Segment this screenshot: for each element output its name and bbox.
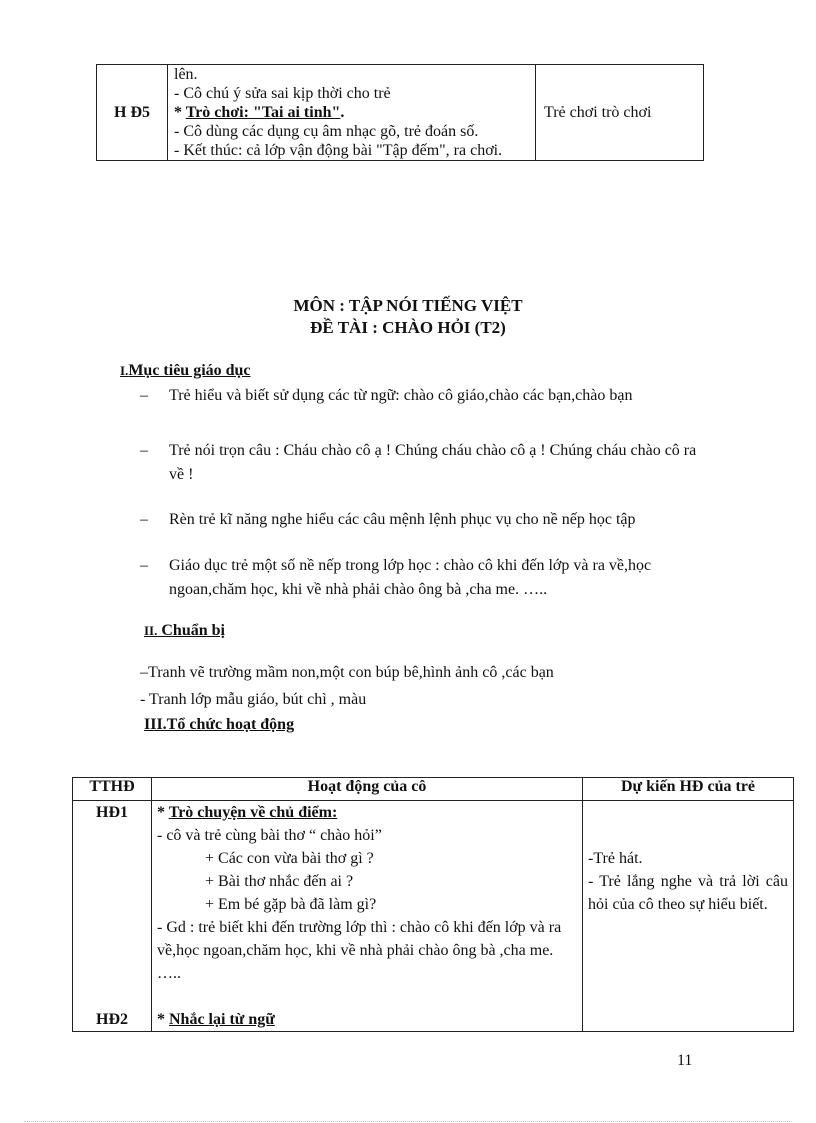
list-item (140, 554, 700, 602)
hd2-heading-text: Nhắc lại từ ngữ (169, 1011, 275, 1028)
hd2-label: HĐ2 (96, 1011, 128, 1028)
text-line: - Cô dùng các dụng cụ âm nhạc gõ, trẻ đoán số. (174, 123, 479, 140)
text-line: lên. (174, 66, 198, 83)
activity-table (72, 777, 794, 1032)
spacer (588, 801, 788, 847)
table-row (73, 801, 794, 1032)
punctuation: . (340, 104, 345, 121)
dash: – (140, 511, 148, 528)
preparation-item: –Tranh vẽ trường mầm non,một con búp bê,hình ảnh cô ,các bạn (140, 664, 554, 681)
dash: – (140, 557, 148, 574)
text-line: - Cô chú ý sửa sai kịp thời cho trẻ (174, 85, 391, 102)
child-line: - Trẻ lắng nghe và trả lời câu hỏi của cô theo sự hiểu biết. (588, 873, 788, 913)
dash: – (140, 387, 148, 404)
list-item (140, 439, 700, 487)
list-item (140, 384, 700, 408)
teacher-activity-cell (168, 65, 536, 161)
subject-title: MÔN : TẬP NÓI TIẾNG VIỆT (293, 296, 523, 315)
bullet: * (157, 804, 169, 821)
list-item-text: Trẻ nói trọn câu : Cháu chào cô ạ ! Chúng cháu chào cô ạ ! Chúng cháu chào cô ra về ! (169, 442, 697, 483)
header-teacher-activity: Hoạt động của cô (152, 778, 583, 801)
child-activity-cell: Trẻ chơi trò chơi (536, 65, 704, 161)
hd1-heading (157, 801, 577, 824)
preparation-item: - Tranh lớp mẫu giáo, bút chì , màu (140, 691, 367, 708)
row-label: H Đ5 (97, 65, 168, 161)
bullet: * (157, 1011, 169, 1028)
question-line: + Các con vừa bài thơ gì ? (205, 850, 374, 867)
section-number: II. (144, 623, 158, 638)
question-line: + Bài thơ nhắc đến ai ? (205, 873, 354, 890)
page-divider (24, 1121, 792, 1122)
section-number: I. (120, 363, 129, 378)
section-title: Chuẩn bị (157, 622, 225, 639)
activity-labels-cell (73, 801, 152, 1032)
text-line: - Kết thúc: cả lớp vận động bài "Tập đếm", ra chơi. (174, 142, 503, 159)
text-line: - cô và trẻ cùng bài thơ “ chào hỏi” (157, 827, 382, 844)
question-line: + Em bé gặp bà đã làm gì? (205, 896, 377, 913)
section-heading-preparation (144, 622, 225, 640)
table-header-row (73, 778, 794, 801)
bullet: * (174, 104, 186, 121)
page-number: 11 (677, 1052, 693, 1069)
list-item-text: Giáo dục trẻ một số nề nếp trong lớp học : chào cô khi đến lớp và ra về,học ngoan,chăm học, khi về nhà phải chào ông bà ,cha me. ….. (169, 557, 652, 598)
header-child-activity: Dự kiến HĐ của trẻ (583, 778, 794, 801)
education-note: - Gd : trẻ biết khi đến trường lớp thì : chào cô khi đến lớp và ra về,học ngoan,chăm học, khi về nhà phải chào ông bà ,cha me. ….. (157, 919, 562, 982)
top-activity-table (96, 64, 704, 161)
child-line: -Trẻ hát. (588, 850, 643, 867)
section-title: Mục tiêu giáo dục (128, 362, 251, 379)
section-heading-objectives (120, 362, 251, 380)
hd1-heading-text: Trò chuyện về chủ điểm: (168, 804, 338, 821)
spacer (78, 824, 146, 1008)
list-item (140, 508, 700, 532)
hd2-heading (157, 1008, 577, 1031)
hd1-label: HĐ1 (96, 804, 128, 821)
table-row (97, 65, 704, 161)
game-title: Trò chơi: "Tai ai tinh" (185, 104, 341, 121)
list-item-text: Rèn trẻ kĩ năng nghe hiểu các câu mệnh lệnh phục vụ cho nề nếp học tập (169, 511, 636, 528)
teacher-activity-cell (152, 801, 583, 1032)
section-heading-activities: III.Tổ chức hoạt động (144, 716, 295, 733)
header-tthd: TTHĐ (73, 778, 152, 801)
topic-title: ĐỀ TÀI : CHÀO HỎI (T2) (310, 318, 506, 337)
game-heading (174, 103, 529, 122)
child-activity-cell (583, 801, 794, 1032)
spacer (157, 985, 577, 1008)
list-item-text: Trẻ hiểu và biết sử dụng các từ ngữ: chào cô giáo,chào các bạn,chào bạn (169, 387, 633, 404)
dash: – (140, 442, 148, 459)
